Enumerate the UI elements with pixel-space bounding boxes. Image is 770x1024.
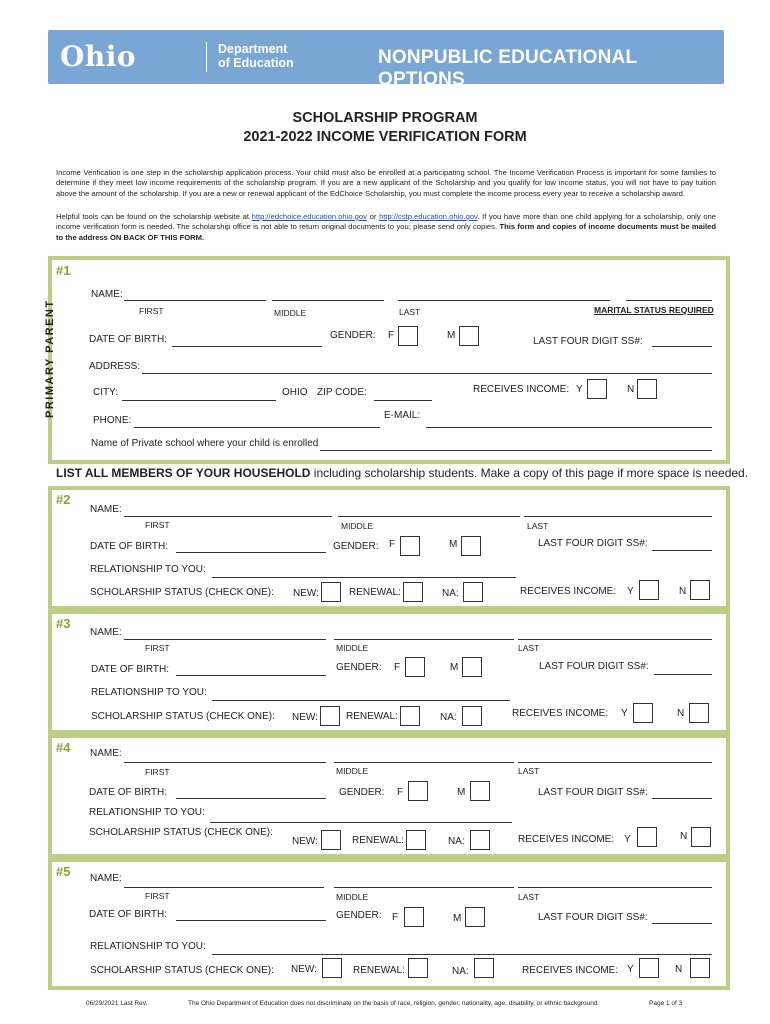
ss-label: LAST FOUR DIGIT SS#: (533, 336, 643, 347)
member-4-dob-label: DATE OF BIRTH: (89, 787, 167, 798)
member-5-first-field[interactable] (124, 887, 324, 888)
member-3-gender-label: GENDER: (336, 662, 382, 673)
intro-text-2: Helpful tools can be found on the scholarship website at (56, 212, 249, 221)
member-2-ss-field[interactable] (652, 550, 712, 551)
member-4-f-checkbox[interactable] (408, 781, 428, 801)
form-title-line-1: SCHOLARSHIP PROGRAM (292, 110, 478, 126)
member-3-y-checkbox[interactable] (633, 703, 653, 723)
member-4-status-label: SCHOLARSHIP STATUS (CHECK ONE): (89, 827, 273, 838)
member-3-n-checkbox[interactable] (689, 703, 709, 723)
member-4-m-label: M (457, 787, 466, 798)
member-3-last-field[interactable] (518, 639, 712, 640)
member-3-first-field[interactable] (124, 639, 326, 640)
member-2-m-label: M (449, 539, 458, 550)
member-3-f-checkbox[interactable] (405, 657, 425, 677)
member-2-middle-field[interactable] (338, 516, 520, 517)
member-5-first-caption: FIRST (145, 891, 170, 901)
header-banner (48, 30, 724, 90)
email-field[interactable] (426, 427, 712, 428)
member-2-f-checkbox[interactable] (400, 536, 420, 556)
member-4-ss-field[interactable] (652, 798, 712, 799)
member-number-3: #3 (56, 616, 71, 631)
member-2-n-checkbox[interactable] (690, 580, 710, 600)
middle-name-field[interactable] (272, 300, 384, 301)
footer-revision: 06/29/2021 Last Rev. (86, 1000, 148, 1007)
marital-status-field[interactable] (626, 300, 712, 301)
member-2-dob-field[interactable] (176, 552, 326, 553)
member-3-dob-label: DATE OF BIRTH: (91, 664, 169, 675)
income-label: RECEIVES INCOME: (473, 384, 570, 395)
member-5-middle-caption: MIDDLE (336, 892, 369, 902)
address-label: ADDRESS: (89, 361, 141, 372)
income-y-checkbox[interactable] (587, 379, 607, 399)
member-3-last-caption: LAST (518, 643, 540, 653)
middle-caption: MIDDLE (274, 308, 307, 318)
member-5-m-label: M (453, 913, 462, 924)
member-2-new-label: NEW: (293, 588, 319, 599)
member-3-new-label: NEW: (292, 712, 318, 723)
city-label: CITY: (93, 387, 119, 398)
member-2-n-label: N (679, 586, 687, 597)
marital-caption: MARITAL STATUS REQUIRED (594, 305, 714, 315)
member-4-middle-caption: MIDDLE (336, 766, 369, 776)
city-field[interactable] (122, 400, 276, 401)
school-label: Name of Private school where your child is enrolled (91, 438, 319, 449)
intro-or: or (369, 212, 377, 221)
member-5-y-label: Y (627, 964, 634, 975)
member-2-first-caption: FIRST (145, 520, 170, 530)
banner-title: NONPUBLIC EDUCATIONAL OPTIONS (378, 47, 637, 90)
member-number-2: #2 (56, 492, 71, 507)
member-2-na-label: NA: (442, 588, 459, 599)
income-n-checkbox[interactable] (637, 379, 657, 399)
member-5-name-label: NAME: (90, 873, 122, 884)
email-label: E-MAIL: (384, 410, 421, 421)
gender-f-label: F (388, 330, 395, 341)
cstp-link[interactable]: http://cstp.education.ohio.gov (379, 212, 478, 221)
member-4-renewal-label: RENEWAL: (352, 835, 404, 846)
member-5-dob-field[interactable] (176, 920, 326, 921)
household-instruction-bold: LIST ALL MEMBERS OF YOUR HOUSEHOLD (56, 466, 311, 480)
member-5-last-caption: LAST (518, 892, 540, 902)
member-5-renewal-checkbox[interactable] (408, 958, 428, 978)
member-3-y-label: Y (621, 708, 628, 719)
member-4-na-label: NA: (448, 836, 465, 847)
household-instruction-rest: including scholarship students. Make a copy of this page if more space is needed. (310, 466, 749, 480)
address-field[interactable] (142, 373, 712, 374)
primary-parent-label: PRIMARY PARENT (44, 299, 56, 418)
member-2-middle-caption: MIDDLE (341, 521, 374, 531)
member-5-na-label: NA: (452, 966, 469, 977)
mail-instructions: This form and copies of income documents must be mailed to the address ON BACK OF THIS FORM. (56, 222, 716, 242)
member-4-y-checkbox[interactable] (637, 827, 657, 847)
member-3-renewal-label: RENEWAL: (346, 711, 398, 722)
gender-f-checkbox[interactable] (398, 326, 418, 346)
member-5-relationship-label: RELATIONSHIP TO YOU: (90, 941, 206, 952)
member-4-relationship-label: RELATIONSHIP TO YOU: (89, 807, 205, 818)
primary-parent-section (48, 256, 730, 464)
footer-notice: The Ohio Department of Education does not discriminate on the basis of race, religion, gender, nationality, age, disability, or ethnic background. (188, 1000, 600, 1007)
member-5-dob-label: DATE OF BIRTH: (89, 909, 167, 920)
gender-m-checkbox[interactable] (459, 326, 479, 346)
member-5-status-label: SCHOLARSHIP STATUS (CHECK ONE): (90, 965, 274, 976)
member-5-m-checkbox[interactable] (465, 907, 485, 927)
gender-m-label: M (447, 330, 456, 341)
member-4-na-checkbox[interactable] (470, 830, 490, 850)
dob-field[interactable] (172, 346, 322, 347)
gender-label: GENDER: (330, 330, 376, 341)
member-2-y-checkbox[interactable] (639, 580, 659, 600)
member-4-new-label: NEW: (292, 836, 318, 847)
form-title-line-2: 2021-2022 INCOME VERIFICATION FORM (243, 129, 527, 145)
member-2-status-label: SCHOLARSHIP STATUS (CHECK ONE): (90, 587, 274, 598)
footer-page-number: Page 1 of 3 (649, 1000, 683, 1007)
zip-field[interactable] (374, 400, 432, 401)
member-4-first-field[interactable] (124, 762, 326, 763)
first-caption: FIRST (139, 306, 164, 316)
member-4-middle-field[interactable] (334, 762, 514, 763)
member-4-renewal-checkbox[interactable] (406, 830, 426, 850)
member-3-dob-field[interactable] (176, 675, 326, 676)
section-number: #1 (56, 263, 71, 278)
first-name-field[interactable] (124, 300, 266, 301)
member-5-n-checkbox[interactable] (690, 958, 710, 978)
member-5-gender-label: GENDER: (336, 910, 382, 921)
member-4-new-checkbox[interactable] (321, 830, 341, 850)
member-4-name-label: NAME: (90, 748, 122, 759)
income-y-label: Y (576, 384, 583, 395)
member-2-relationship-label: RELATIONSHIP TO YOU: (90, 564, 206, 575)
member-2-new-checkbox[interactable] (321, 582, 341, 602)
member-5-income-label: RECEIVES INCOME: (522, 965, 619, 976)
ohio-logo: Ohio (60, 40, 137, 73)
member-3-f-label: F (394, 662, 401, 673)
edchoice-link[interactable]: http://edchoice.education.ohio.gov (251, 212, 367, 221)
member-4-f-label: F (397, 787, 404, 798)
member-2-first-field[interactable] (124, 516, 332, 517)
member-4-ss-label: LAST FOUR DIGIT SS#: (538, 787, 648, 798)
member-5-last-field[interactable] (518, 887, 712, 888)
phone-field[interactable] (134, 427, 380, 428)
member-2-y-label: Y (627, 586, 634, 597)
member-2-ss-label: LAST FOUR DIGIT SS#: (538, 538, 648, 549)
member-2-relationship-field[interactable] (212, 577, 516, 578)
member-5-n-label: N (675, 964, 683, 975)
state-text: OHIO (282, 387, 308, 398)
member-3-m-checkbox[interactable] (462, 657, 482, 677)
zip-label: ZIP CODE: (317, 387, 367, 398)
member-2-last-field[interactable] (524, 516, 712, 517)
member-2-name-label: NAME: (90, 504, 122, 515)
dept-line-2: of Education (218, 56, 294, 70)
department-name (218, 42, 294, 70)
member-2-income-label: RECEIVES INCOME: (520, 586, 617, 597)
member-3-m-label: M (450, 662, 459, 673)
member-2-f-label: F (389, 539, 396, 550)
intro-text-1: Income Verification is one step in the scholarship application process. Your child must also be enrolled at a participating school. The Income Verification Process is important for some families to determine if they meet low income requirements of the scholarship program. If you are a new applicant of the Scholarship and you qualify for low income status, you will not have to pay tuition above the amount of the scholarship. If you are a new or renewal applicant of the EdChoice Scholarship, you must complete the income process every year to receive a scholarship award. (56, 168, 716, 198)
member-5-y-checkbox[interactable] (639, 958, 659, 978)
member-number-5: #5 (56, 864, 71, 879)
member-4-n-label: N (680, 831, 688, 842)
member-4-first-caption: FIRST (145, 767, 170, 777)
member-5-renewal-label: RENEWAL: (353, 965, 405, 976)
member-5-na-checkbox[interactable] (474, 958, 494, 978)
last-name-field[interactable] (398, 300, 610, 301)
member-3-relationship-label: RELATIONSHIP TO YOU: (91, 687, 207, 698)
member-5-new-label: NEW: (291, 964, 317, 975)
intro-text-3: . If you have more than one child applying for a scholarship, only one income verification form is needed. The scholarship office is not able to return original documents to you; please send only copies. (56, 212, 716, 232)
intro-paragraph-1 (56, 168, 716, 199)
member-3-middle-caption: MIDDLE (336, 643, 369, 653)
member-4-last-caption: LAST (518, 766, 540, 776)
member-5-f-label: F (392, 912, 399, 923)
member-4-relationship-field[interactable] (210, 822, 512, 823)
member-3-renewal-checkbox[interactable] (400, 706, 420, 726)
household-instruction (56, 466, 748, 480)
phone-label: PHONE: (93, 415, 132, 426)
member-2-last-caption: LAST (527, 521, 549, 531)
member-3-name-label: NAME: (90, 627, 122, 638)
ss-field[interactable] (652, 346, 712, 347)
member-3-middle-field[interactable] (334, 639, 514, 640)
member-4-m-checkbox[interactable] (470, 781, 490, 801)
member-2-renewal-label: RENEWAL: (349, 587, 401, 598)
member-2-renewal-checkbox[interactable] (403, 582, 423, 602)
school-field[interactable] (320, 450, 712, 451)
member-4-y-label: Y (624, 834, 631, 845)
member-5-f-checkbox[interactable] (404, 907, 424, 927)
member-2-dob-label: DATE OF BIRTH: (90, 541, 168, 552)
member-3-new-checkbox[interactable] (320, 706, 340, 726)
member-4-n-checkbox[interactable] (691, 827, 711, 847)
member-4-income-label: RECEIVES INCOME: (518, 834, 615, 845)
name-label: NAME: (91, 289, 123, 300)
member-4-dob-field[interactable] (176, 798, 326, 799)
member-4-last-field[interactable] (518, 762, 712, 763)
member-3-ss-field[interactable] (654, 674, 712, 675)
member-5-relationship-field[interactable] (212, 954, 712, 955)
income-n-label: N (627, 384, 635, 395)
member-5-ss-field[interactable] (652, 923, 712, 924)
member-3-first-caption: FIRST (145, 643, 170, 653)
member-number-4: #4 (56, 740, 71, 755)
last-caption: LAST (399, 307, 421, 317)
member-5-ss-label: LAST FOUR DIGIT SS#: (538, 912, 648, 923)
dept-line-1: Department (218, 42, 288, 56)
dob-label: DATE OF BIRTH: (89, 334, 167, 345)
member-3-income-label: RECEIVES INCOME: (512, 708, 609, 719)
member-3-na-checkbox[interactable] (462, 706, 482, 726)
member-3-na-label: NA: (440, 712, 457, 723)
intro-paragraph-2 (56, 212, 716, 243)
member-5-new-checkbox[interactable] (322, 958, 342, 978)
member-4-gender-label: GENDER: (339, 787, 385, 798)
member-3-relationship-field[interactable] (212, 700, 510, 701)
member-2-na-checkbox[interactable] (463, 582, 483, 602)
member-2-m-checkbox[interactable] (461, 536, 481, 556)
member-3-status-label: SCHOLARSHIP STATUS (CHECK ONE): (91, 711, 275, 722)
member-3-n-label: N (677, 708, 685, 719)
logo-divider (206, 42, 207, 72)
member-2-gender-label: GENDER: (333, 541, 379, 552)
member-3-ss-label: LAST FOUR DIGIT SS#: (539, 661, 649, 672)
member-5-middle-field[interactable] (334, 887, 514, 888)
